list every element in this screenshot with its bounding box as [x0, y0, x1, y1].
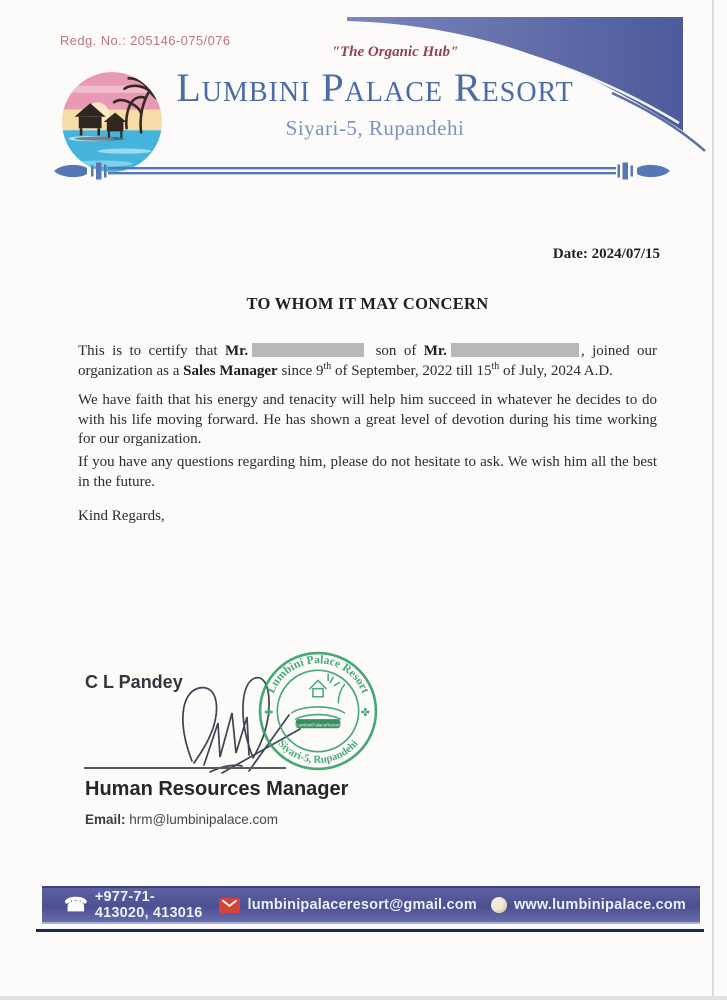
- p1-text4: since 9: [277, 362, 324, 379]
- p1-mr1: Mr.: [224, 343, 249, 359]
- footer-accent-line: [36, 929, 704, 932]
- tagline: "The Organic Hub": [331, 44, 459, 60]
- globe-icon: [491, 897, 507, 913]
- hr-email-address: hrm@lumbinipalace.com: [129, 812, 279, 827]
- registration-number: Redg. No.: 205146-075/076: [60, 33, 231, 48]
- footer-email-item: [219, 897, 476, 913]
- closing-salutation: Kind Regards,: [78, 508, 165, 524]
- letter-date: Date: 2024/07/15: [552, 246, 660, 262]
- resort-address: Siyari-5, Rupandehi: [285, 116, 465, 140]
- hr-email-line: [85, 812, 278, 827]
- decorative-divider: [52, 160, 672, 182]
- footer-website-item: [491, 897, 686, 913]
- footer-website-url: www.lumbinipalace.com: [513, 897, 686, 913]
- letter-heading: TO WHOM IT MAY CONCERN: [246, 294, 489, 313]
- p1-sup2: th: [491, 360, 500, 372]
- stamp-top-text: Lumbini Palace Resort: [264, 653, 372, 696]
- official-stamp: [257, 650, 379, 772]
- resort-name-title: Lumbini Palace Resort: [176, 65, 574, 110]
- p1-text3: , joined our organization as a: [78, 343, 657, 379]
- stamp-center-text: LumbiniPalaceResort: [296, 722, 340, 728]
- signature-line: [84, 767, 286, 769]
- p1-mr2: Mr.: [423, 343, 447, 359]
- paragraph-questions: If you have any questions regarding him, please do not hesitate to ask. We wish him all the best in the future.: [78, 454, 657, 490]
- footer-phone-number: +977-71-413020, 413016: [94, 889, 203, 921]
- paragraph-faith: We have faith that his energy and tenacity will help him succeed in whatever he decides to do with his life moving forward. He has shown a great level of devotion during his time working for our organization.: [78, 392, 657, 447]
- stamp-ornament-right: ✤: [360, 707, 371, 720]
- p1-job-title: Sales Manager: [183, 362, 278, 379]
- footer-phone-item: [64, 889, 205, 921]
- p1-text: This is to certify that: [78, 343, 225, 359]
- paragraph-certify: [78, 342, 657, 381]
- signatory-name: C L Pandey: [85, 672, 183, 692]
- phone-icon: ☎: [64, 894, 88, 916]
- p1-text5: of September, 2022 till 15: [331, 362, 492, 379]
- signatory-title: Human Resources Manager: [85, 778, 349, 800]
- scan-edge-artifact: [712, 0, 714, 1000]
- scan-edge-artifact: [0, 996, 727, 1000]
- p1-text2: son of: [368, 343, 424, 359]
- p1-sup1: th: [323, 360, 332, 372]
- redacted-name-2: [451, 343, 579, 357]
- p1-text6: of July, 2024 A.D.: [499, 362, 613, 379]
- envelope-icon: [219, 898, 240, 913]
- email-label: Email:: [85, 812, 126, 827]
- footer-contact-bar: [42, 886, 700, 924]
- stamp-bottom-text: Siyari-5, Rupandehi: [275, 737, 361, 766]
- footer-email-address: lumbinipalaceresort@gmail.com: [247, 897, 477, 913]
- redacted-name-1: [252, 343, 364, 357]
- stamp-ornament-left: ✤: [264, 707, 274, 720]
